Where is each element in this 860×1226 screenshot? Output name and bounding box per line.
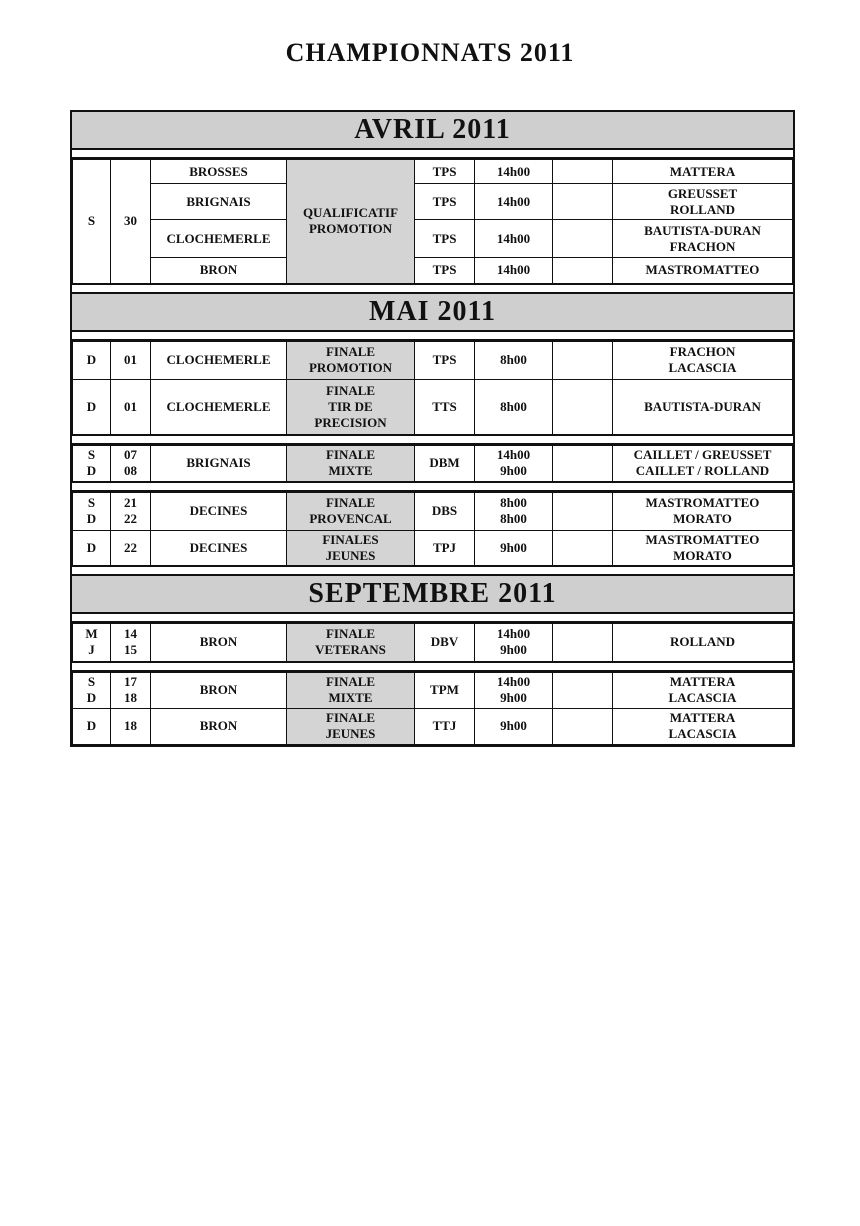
place-cell: DECINES [151, 530, 287, 566]
code-cell: DBS [415, 492, 475, 530]
event-group [72, 445, 793, 483]
time-cell: 14h00 [475, 220, 553, 258]
day-cell: S D [73, 446, 111, 482]
code-cell: TTS [415, 379, 475, 435]
event-group [72, 341, 793, 437]
table-row [73, 379, 793, 435]
place-cell: CLOCHEMERLE [151, 341, 287, 379]
people-cell: GREUSSET ROLLAND [613, 184, 793, 220]
section-gap [72, 483, 793, 492]
place-cell: BRON [151, 708, 287, 744]
code-cell: TTJ [415, 708, 475, 744]
schedule-sheet [70, 110, 795, 747]
empty-cell [553, 258, 613, 284]
table-row [73, 341, 793, 379]
place-cell: BRON [151, 624, 287, 662]
people-cell: MASTROMATTEO MORATO [613, 492, 793, 530]
time-cell: 14h00 [475, 258, 553, 284]
place-cell: CLOCHEMERLE [151, 379, 287, 435]
place-cell: CLOCHEMERLE [151, 220, 287, 258]
code-cell: TPS [415, 258, 475, 284]
event-group [72, 492, 793, 568]
table-row [73, 160, 793, 184]
date-cell: 21 22 [111, 492, 151, 530]
day-cell: D [73, 379, 111, 435]
place-cell: BRON [151, 258, 287, 284]
type-cell: FINALE JEUNES [287, 708, 415, 744]
section-gap [72, 567, 793, 576]
code-cell: TPS [415, 341, 475, 379]
day-cell: D [73, 530, 111, 566]
table-row [73, 258, 793, 284]
people-cell: BAUTISTA-DURAN [613, 379, 793, 435]
code-cell: TPS [415, 220, 475, 258]
people-cell: ROLLAND [613, 624, 793, 662]
month-header-avril: AVRIL 2011 [72, 112, 793, 150]
empty-cell [553, 341, 613, 379]
code-cell: TPM [415, 672, 475, 708]
date-cell: 17 18 [111, 672, 151, 708]
event-group [72, 623, 793, 663]
event-group [72, 672, 793, 745]
people-cell: MASTROMATTEO [613, 258, 793, 284]
table-row [73, 220, 793, 258]
type-cell: FINALE PROVENCAL [287, 492, 415, 530]
table-row [73, 530, 793, 566]
time-cell: 14h00 9h00 [475, 446, 553, 482]
time-cell: 14h00 9h00 [475, 624, 553, 662]
section-gap [72, 285, 793, 294]
section-gap [72, 150, 793, 159]
type-cell: FINALE VETERANS [287, 624, 415, 662]
people-cell: BAUTISTA-DURAN FRACHON [613, 220, 793, 258]
table-row [73, 624, 793, 662]
event-group [72, 159, 793, 285]
day-cell: S [73, 160, 111, 284]
empty-cell [553, 672, 613, 708]
type-cell: FINALE TIR DE PRECISION [287, 379, 415, 435]
place-cell: BRIGNAIS [151, 446, 287, 482]
people-cell: MATTERA LACASCIA [613, 708, 793, 744]
place-cell: BRIGNAIS [151, 184, 287, 220]
date-cell: 30 [111, 160, 151, 284]
date-cell: 07 08 [111, 446, 151, 482]
type-cell: FINALE MIXTE [287, 446, 415, 482]
type-cell: FINALE PROMOTION [287, 341, 415, 379]
code-cell: DBM [415, 446, 475, 482]
day-cell: D [73, 708, 111, 744]
time-cell: 8h00 [475, 379, 553, 435]
type-cell: FINALE MIXTE [287, 672, 415, 708]
month-header-mai: MAI 2011 [72, 294, 793, 332]
section-gap [72, 663, 793, 672]
people-cell: MATTERA [613, 160, 793, 184]
empty-cell [553, 220, 613, 258]
date-cell: 22 [111, 530, 151, 566]
code-cell: TPJ [415, 530, 475, 566]
table-row [73, 672, 793, 708]
time-cell: 9h00 [475, 708, 553, 744]
date-cell: 01 [111, 379, 151, 435]
day-cell: D [73, 341, 111, 379]
table-row [73, 446, 793, 482]
type-cell: QUALIFICATIF PROMOTION [287, 160, 415, 284]
day-cell: S D [73, 672, 111, 708]
type-cell: FINALES JEUNES [287, 530, 415, 566]
time-cell: 8h00 [475, 341, 553, 379]
empty-cell [553, 446, 613, 482]
time-cell: 14h00 [475, 160, 553, 184]
empty-cell [553, 530, 613, 566]
place-cell: BRON [151, 672, 287, 708]
code-cell: TPS [415, 184, 475, 220]
date-cell: 14 15 [111, 624, 151, 662]
table-row [73, 184, 793, 220]
time-cell: 8h00 8h00 [475, 492, 553, 530]
empty-cell [553, 160, 613, 184]
table-row [73, 492, 793, 530]
date-cell: 01 [111, 341, 151, 379]
date-cell: 18 [111, 708, 151, 744]
section-gap [72, 614, 793, 623]
people-cell: FRACHON LACASCIA [613, 341, 793, 379]
code-cell: TPS [415, 160, 475, 184]
empty-cell [553, 708, 613, 744]
place-cell: BROSSES [151, 160, 287, 184]
people-cell: CAILLET / GREUSSET CAILLET / ROLLAND [613, 446, 793, 482]
empty-cell [553, 184, 613, 220]
empty-cell [553, 379, 613, 435]
day-cell: S D [73, 492, 111, 530]
time-cell: 14h00 [475, 184, 553, 220]
time-cell: 9h00 [475, 530, 553, 566]
section-gap [72, 332, 793, 341]
table-row [73, 708, 793, 744]
page-title: CHAMPIONNATS 2011 [285, 38, 575, 67]
people-cell: MATTERA LACASCIA [613, 672, 793, 708]
place-cell: DECINES [151, 492, 287, 530]
empty-cell [553, 624, 613, 662]
month-header-septembre: SEPTEMBRE 2011 [72, 576, 793, 614]
people-cell: MASTROMATTEO MORATO [613, 530, 793, 566]
code-cell: DBV [415, 624, 475, 662]
time-cell: 14h00 9h00 [475, 672, 553, 708]
day-cell: M J [73, 624, 111, 662]
empty-cell [553, 492, 613, 530]
section-gap [72, 436, 793, 445]
